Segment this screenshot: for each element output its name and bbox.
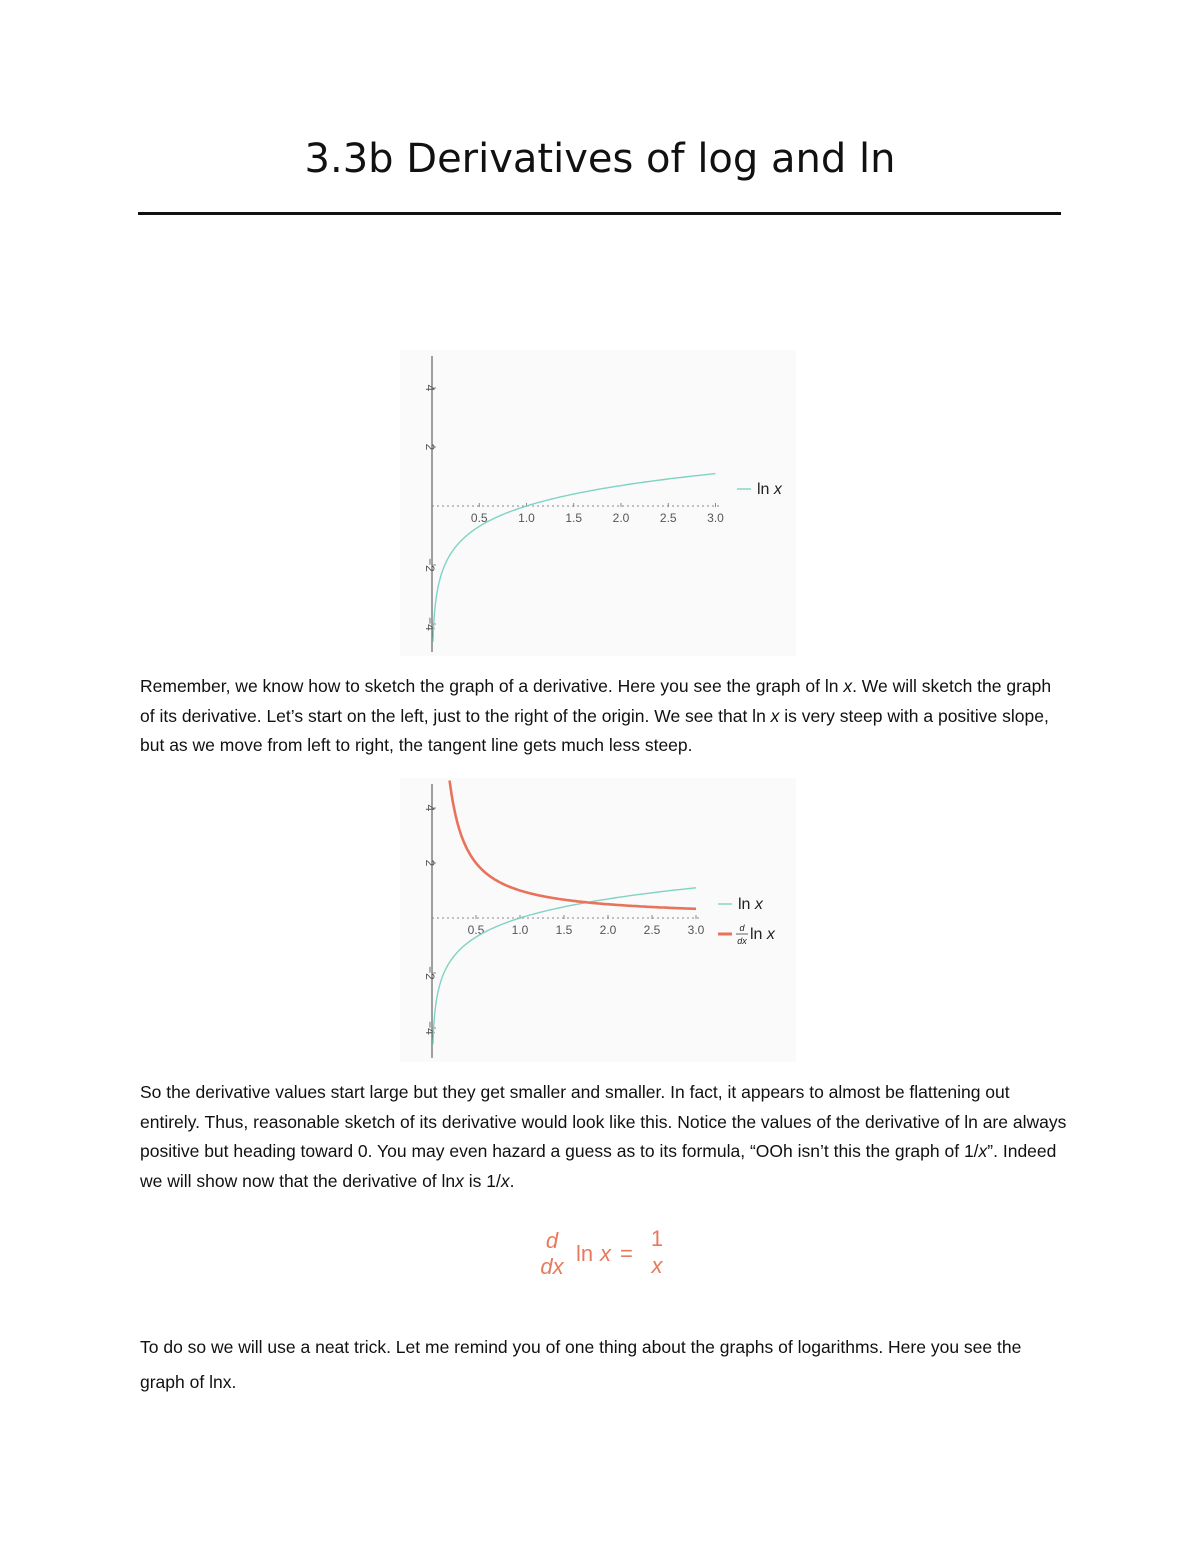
legend-label: ln x: [750, 926, 775, 943]
formula-one: 1: [650, 1226, 664, 1251]
formula-dx-denominator: dx: [540, 1254, 564, 1279]
x-tick-label: 3.0: [707, 511, 724, 525]
math-var: x: [455, 1170, 464, 1191]
y-tick-label: −2: [423, 966, 437, 980]
paragraph-derivative: [140, 1078, 1070, 1196]
chart-ln-derivative: [400, 778, 796, 1062]
y-tick-label: 2: [423, 443, 437, 451]
figure-ln-graph: [400, 350, 796, 656]
text-segment: ”. Indeed we will show now that the derivative of ln: [140, 1141, 1057, 1191]
x-tick-label: 2.0: [599, 923, 617, 937]
paragraph-intro: [140, 672, 1070, 761]
x-tick-label: 1.5: [565, 511, 583, 525]
legend-dx-denominator: dx: [737, 936, 747, 946]
formula-ln: ln: [576, 1241, 594, 1266]
y-tick-label: 4: [423, 384, 437, 392]
y-tick-label: 2: [423, 859, 437, 867]
formula-equals: =: [620, 1241, 633, 1266]
x-tick-label: 2.5: [659, 511, 677, 525]
text-segment: Remember, we know how to sketch the graph of a derivative. Here you see the graph of ln: [140, 676, 844, 696]
math-var: x: [978, 1141, 988, 1162]
legend-label: ln x: [738, 896, 763, 913]
x-tick-label: 1.0: [511, 923, 529, 937]
x-tick-label: 0.5: [470, 511, 488, 525]
page-title: 3.3b Derivatives of log and ln: [304, 136, 896, 182]
x-tick-label: 2.0: [612, 511, 630, 525]
y-tick-label: 4: [423, 804, 437, 812]
math-var: x: [500, 1170, 510, 1191]
formula-x: x: [600, 1241, 611, 1266]
x-tick-label: 3.0: [687, 923, 705, 937]
legend-d-numerator: d: [739, 923, 745, 933]
formula-x-denominator: x: [651, 1253, 663, 1278]
math-var: x: [770, 705, 780, 726]
math-var: x: [843, 676, 853, 696]
chart-background: [400, 350, 796, 656]
figure-ln-and-derivative: [400, 778, 796, 1062]
x-tick-label: 1.0: [518, 511, 535, 525]
text-segment: .: [509, 1170, 515, 1191]
text-segment: is very steep with a positive slope, but as we move from left to right, the tangent line gets much less steep.: [140, 705, 1049, 756]
formula-d-numerator: d: [545, 1228, 559, 1253]
y-tick-label: −4: [423, 617, 437, 631]
title-rule: [138, 212, 1061, 215]
x-tick-label: 0.5: [467, 923, 485, 937]
text-segment: So the derivative values start large but they get smaller and smaller. In fact, it appears to almost be flattening out entirely. Thus, reasonable sketch of its derivative would look like this. Notice the values of the derivative of ln are always positive but heading toward 0. You may even hazard a guess as to its formula, “OOh isn’t this the graph of 1/: [140, 1082, 1067, 1162]
chart-background: [400, 778, 796, 1062]
x-tick-label: 2.5: [643, 923, 661, 937]
paragraph-trick: To do so we will use a neat trick. Let me remind you of one thing about the graphs of logarithms. Here you see the graph of lnx.: [140, 1337, 1022, 1392]
text-segment: . We will sketch the graph of its derivative. Let’s start on the left, just to the right of the origin. We see that ln: [140, 676, 1052, 726]
derivative-formula: [530, 1226, 680, 1282]
text-segment: is 1/: [463, 1170, 501, 1191]
x-tick-label: 1.5: [555, 923, 573, 937]
chart-ln: [400, 350, 796, 656]
y-tick-label: −4: [423, 1021, 437, 1035]
y-tick-label: −2: [423, 558, 437, 572]
legend-label: ln x: [757, 481, 782, 498]
